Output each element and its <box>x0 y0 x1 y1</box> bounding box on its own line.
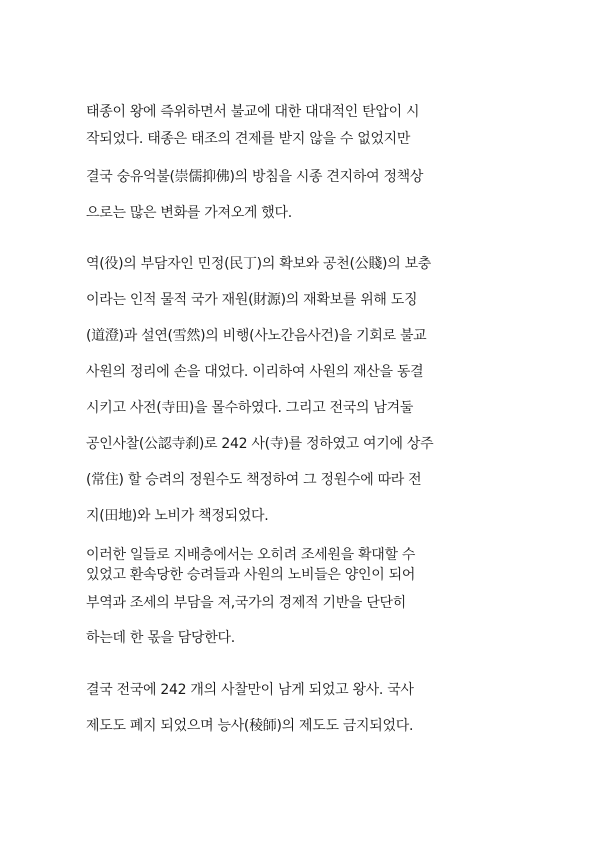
text-line: (常住) 할 승려의 정원수도 책정하여 그 정원수에 따라 전 <box>86 472 422 488</box>
text-line: 으로는 많은 변화를 가져오게 했다. <box>86 205 292 221</box>
text-line: 제도도 폐지 되었으며 능사(稜師)의 제도도 금지되었다. <box>86 718 414 734</box>
text-line: 작되었다. 태종은 태조의 견제를 받지 않을 수 없었지만 <box>86 131 411 147</box>
text-line: 사원의 정리에 손을 대었다. 이리하여 사원의 재산을 동결 <box>86 364 424 380</box>
text-line: 있었고 환속당한 승려들과 사원의 노비들은 양인이 되어 <box>86 567 416 583</box>
text-line: 역(役)의 부담자인 민정(民丁)의 확보와 공천(公賤)의 보충 <box>86 256 432 272</box>
text-line: 하는데 한 몫을 담당한다. <box>86 630 235 646</box>
text-line: 지(田地)와 노비가 책정되었다. <box>86 508 269 524</box>
text-line: 공인사찰(公認寺刹)로 242 사(寺)를 정하였고 여기에 상주 <box>86 436 434 452</box>
text-line: 결국 숭유억불(崇儒抑佛)의 방침을 시종 견지하여 정책상 <box>86 169 424 185</box>
text-line: 이라는 인적 물적 국가 재원(財源)의 재확보를 위해 도징 <box>86 292 418 308</box>
text-line: 시키고 사전(寺田)을 몰수하였다. 그리고 전국의 남겨둘 <box>86 400 414 416</box>
text-line: 결국 전국에 242 개의 사찰만이 남게 되었고 왕사. 국사 <box>86 682 414 698</box>
text-line: 태종이 왕에 즉위하면서 불교에 대한 대대적인 탄압이 시 <box>86 104 420 120</box>
text-line: 부역과 조세의 부담을 져,국가의 경제적 기반을 단단히 <box>86 595 406 611</box>
text-line: (道澄)과 설연(雪然)의 비행(사노간음사건)을 기회로 불교 <box>86 328 427 344</box>
text-line: 이러한 일들로 지배층에서는 오히려 조세원을 확대할 수 <box>86 547 416 563</box>
